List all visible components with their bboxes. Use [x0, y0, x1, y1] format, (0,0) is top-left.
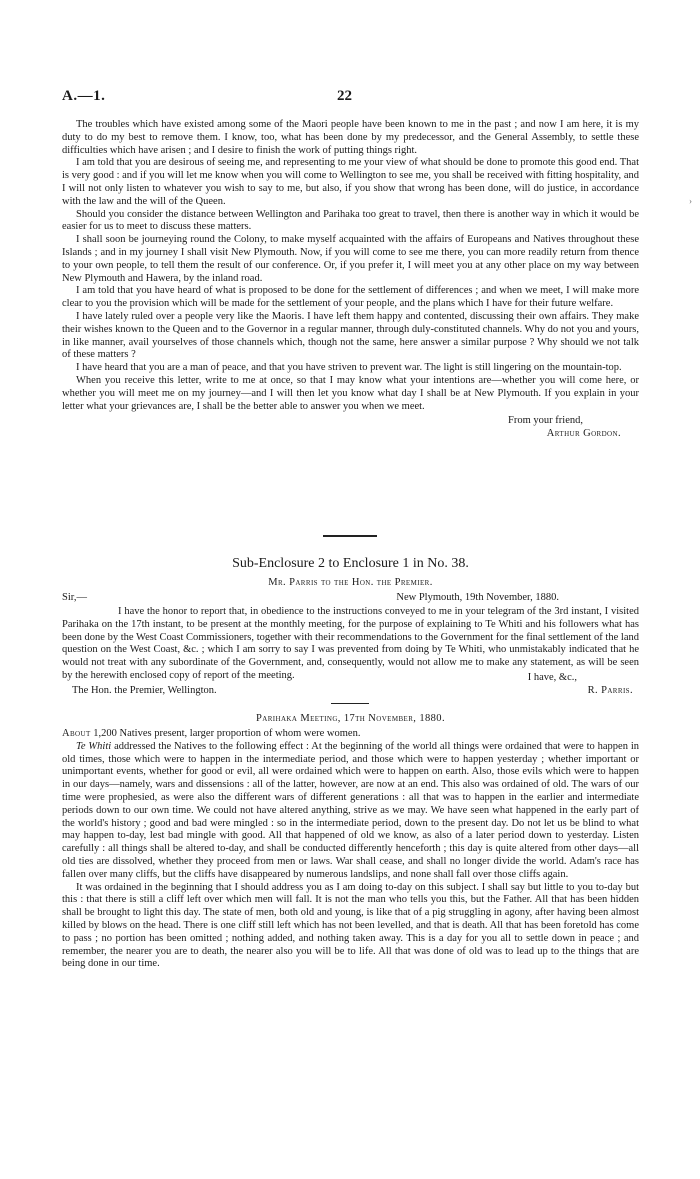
- meeting-intro-text: 1,200 Natives present, larger proportion of whom were women.: [93, 728, 361, 739]
- section-divider: [323, 535, 377, 537]
- page-number: 22: [337, 88, 352, 104]
- speech-text: addressed the Natives to the following effect : At the beginning of the world all things were ordained that were to happen in old times, those which were to happen in the intermediate period, and those which were to happen yesterday ; whether important or unimportant events, whether for good or evil, all were ordained which were to happen on earth. Also, those evils which were to happen in our days—namely, wars and dissensions : all of the latter, however, are now at an end. This also was ordained of old. The wars of our time were prophesied, as were also the different wars of different generations : all that was to happen in the earlier and intermediate periods down to our own time. We could not have altered anything, strive as we may. We have seen what happened in the early part of the world's history ; good and bad were mingled : so in the intermediate period, down to the present day. Do not let us be blind to what may happen to-day, lest bad mingle with good. All that happened of old we know, as also of a later period down to yesterday. Listen carefully : all things shall be altered to-day, and shall be conducted differently henceforth ; this day is quite altered from other days—all old ties are dissolved, whether they proceed from men or laws. War shall cease, and shall no longer divide the world. Adam's race has fallen over many cliffs, but the cliffs have disappeared by numerous landslips, and none shall fall over those cliffs again.: [62, 740, 640, 880]
- letter-paragraph: The troubles which have existed among some of the Maori people have been known to me in the past ; and now I am here, it is my duty to do my best to remove them. I know, too, what has been done by my predecessor, and the General Assembly, to settle these difficulties which have arisen ; and I desire to finish the work of putting things right.: [62, 119, 639, 156]
- document-reference: A.—1.: [62, 88, 106, 104]
- meeting-title: Parihaka Meeting, 17th November, 1880.: [256, 713, 445, 724]
- letter-paragraph: I am told that you are desirous of seeing me, and representing to me your view of what should be done to promote this good end. That is very good : and if you will let me know when you will come to Wellington to see me, you shall be received with fitting hospitality, and I will not only listen to whatever you wish to say to me, but also, if you show that wrong has been done, will do justice, in accordance with the law and the will of the Queen.: [62, 157, 639, 207]
- letter-paragraph: I have lately ruled over a people very like the Maoris. I have left them happy and contented, discussing their own affairs. They make their wishes known to the Queen and to the Governor in a regular manner, through duly-constituted channels. Why do not you and yours, in like manner, avail yourselves of those channels which, though not the same, here answer a similar purpose ? Why should we not talk of these matters ?: [62, 310, 639, 361]
- letter-paragraph: When you receive this letter, write to me at once, so that I may know what your intentions are—whether you will come here, or whether you will meet me on my journey—and I will then let you know what day I shall be at New Plymouth. If you explain in your letter what your grievances are, I shall be the better able to answer you when we meet.: [62, 374, 639, 412]
- place-date: New Plymouth, 19th November, 1880.: [396, 592, 559, 603]
- letter-closing: From your friend,: [508, 415, 583, 427]
- speaker-name: Te Whiti: [76, 740, 112, 752]
- sub-enclosure-heading: Sub-Enclosure 2 to Enclosure 1 in No. 38.: [232, 556, 469, 571]
- report-paragraph: I have the honor to report that, in obedience to the instructions conveyed to me in your telegram of the 3rd instant, I visited Parihaka on the 17th instant, to be present at the monthly meeting, for the purpose of explaining to Te Whiti and his followers what has been done by the West Coast Commissioners, together with their recommendations to the Government for the final settlement of the land question on the West Coast, &c. ; which I am sorry to say I was prevented from doing by Te Whiti, who unmistakably indicated that he would not treat with any subordinate of the Government, and, consequently, would not allow me to make any statement, as will be seen by the herewith enclosed copy of report of the meeting.: [62, 606, 639, 681]
- letter-paragraph: I am told that you have heard of what is proposed to be done for the settlement of differences ; and when we meet, I will make more clear to you the provision which will be made for the settlement of your people, and the plans which I have for their future welfare.: [62, 285, 639, 310]
- margin-mark: ›: [689, 196, 692, 206]
- meeting-intro-lead: About: [62, 728, 91, 739]
- letter-paragraph: Should you consider the distance between Wellington and Parihaka too great to travel, then there is another way in which it would be easier for us to meet to discuss these matters.: [62, 208, 639, 233]
- letter-paragraph: I have heard that you are a man of peace, and that you have striven to prevent war. The light is still lingering on the mountain-top.: [76, 362, 622, 374]
- meeting-body: [62, 728, 639, 971]
- letter-paragraph: I shall soon be journeying round the Colony, to make myself acquainted with the affairs of Europeans and Natives throughout these Islands ; and in my journey I shall visit New Plymouth. Now, if you will come to see me there, you can more readily return from thence to your own people, to tell them the result of our conference. Or, if you prefer it, I will meet you at any other place on my way between New Plymouth and Hawera, by the inland road.: [62, 234, 639, 284]
- report-signature: R. Parris.: [587, 685, 633, 696]
- meeting-paragraph: [62, 741, 639, 882]
- letter-signature: Arthur Gordon.: [546, 428, 621, 440]
- letter-body: [62, 119, 639, 441]
- section-divider: [331, 703, 369, 704]
- sub-enclosure-from-to: Mr. Parris to the Hon. the Premier.: [268, 577, 433, 588]
- salutation: Sir,—: [62, 592, 87, 603]
- report-closing: I have, &c.,: [527, 672, 577, 683]
- meeting-paragraph: It was ordained in the beginning that I should address you as I am doing to-day on this subject. I shall say but little to you to-day but this : that there is still a cliff left over which men will fall. It is not the man who tells you this, but the Father. All that has been hidden shall be brought to light this day. The state of men, both old and young, is like that of a pig struggling in agony, after having been almost killed by blows on the head. There is one cliff still left which has not been levelled, and that is death. All that has been foretold has come to pass ; no portion has been omitted ; nothing added, and nothing taken away. This is a day for you all to settle down in peace ; and remember, the nearer you are to death, the nearer also you will be to life. All that was done of old was to lead up to the things that are being done in our time.: [62, 881, 639, 970]
- meeting-intro: [62, 728, 639, 741]
- report-addressee: The Hon. the Premier, Wellington.: [72, 685, 217, 696]
